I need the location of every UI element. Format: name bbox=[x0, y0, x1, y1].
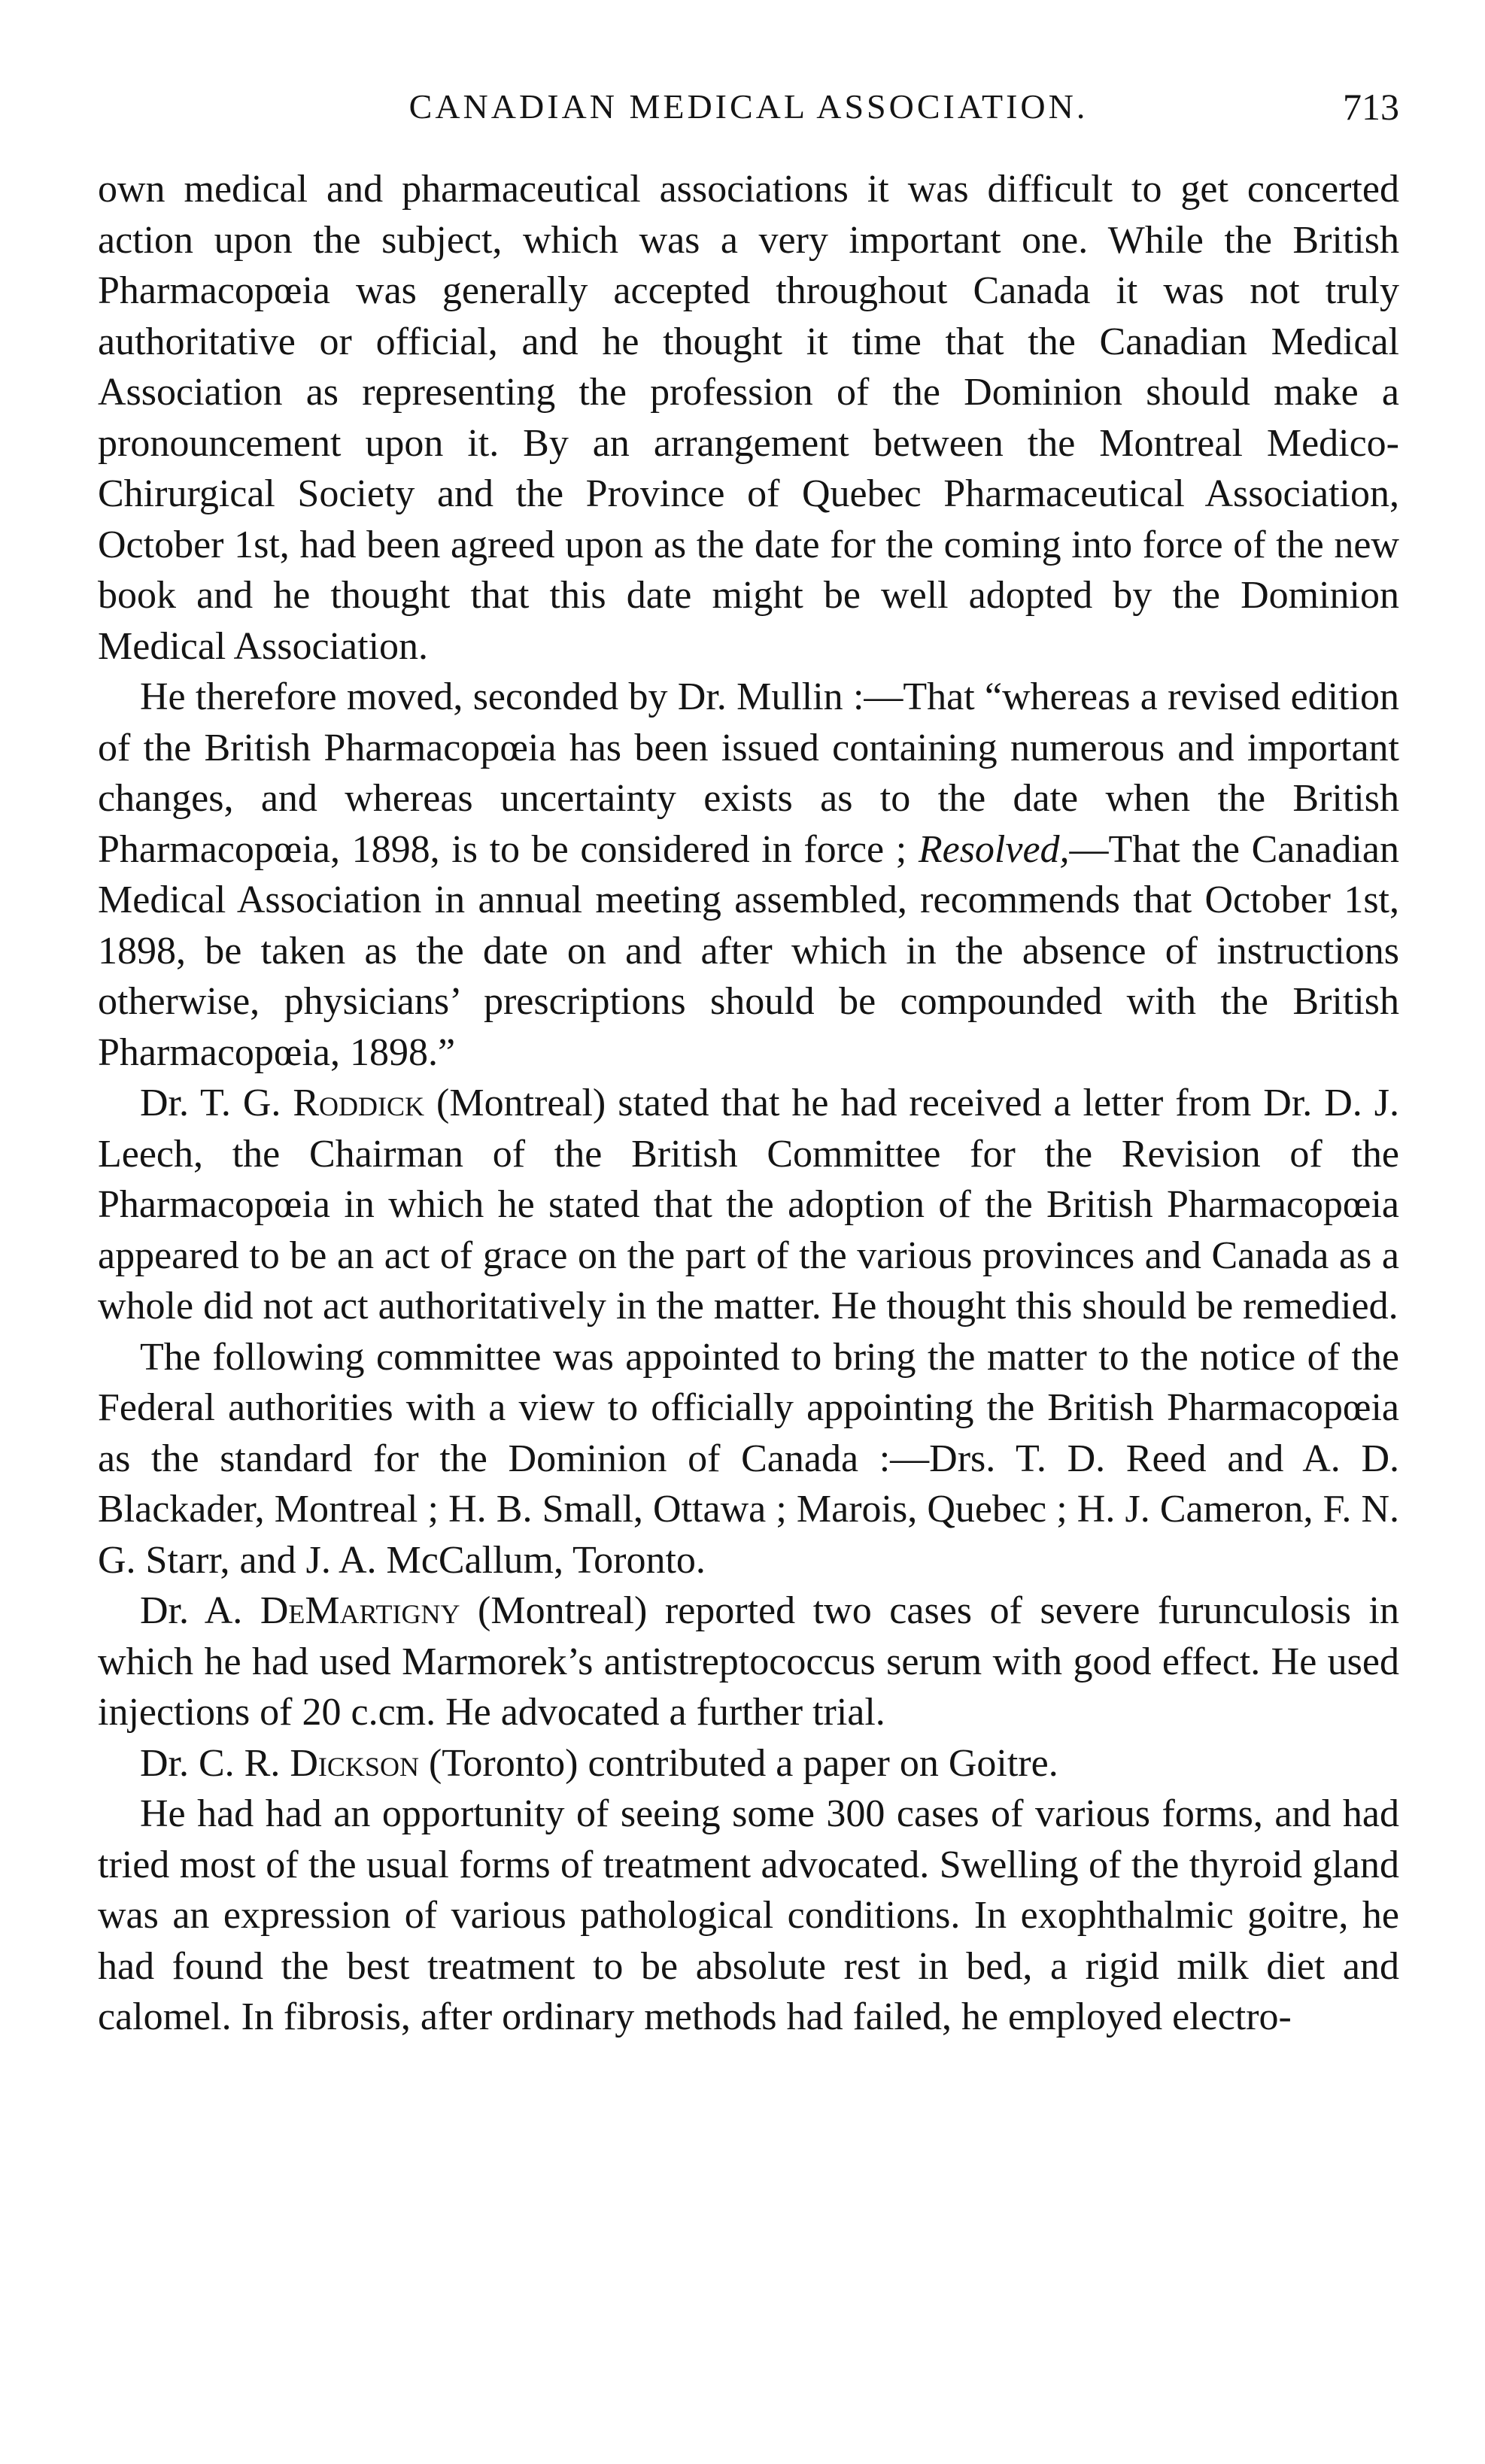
paragraph-text: (Toronto) contributed a paper on Goitre. bbox=[418, 1741, 1058, 1785]
paragraph: own medical and pharmaceutical associations it was difficult to get concerted action upon the subject, which was a very important one. While the British Pharmacopœia was generally accepted throughout Canada it was not truly authoritative or official, and he thought it time that the Canadian Medical Association as representing the profession of the Dominion should make a pronouncement upon it. By an arrangement between the Montreal Medico-Chirurgical Society and the Province of Quebec Pharmaceutical Association, October 1st, had been agreed upon as the date for the coming into force of the new book and he thought that this date might be well adopted by the Dominion Medical Association. bbox=[98, 168, 1399, 668]
paragraph-text: Dr. A. bbox=[140, 1589, 260, 1632]
speaker-name: Roddick bbox=[293, 1082, 425, 1124]
paragraph bbox=[98, 672, 1399, 1078]
paragraph-text: (Montreal) stated that he had received a letter from Dr. D. J. Leech, the Chairman of the British Committee for the Revision of the Pharmacopœia in which he stated that the adoption of the British Pharmacopœia appeared to be an act of grace on the part of the various provinces and Canada as a whole did not act authoritatively in the matter. He thought this should be remedied. bbox=[98, 1082, 1399, 1328]
paragraph-text: Dr. T. G. bbox=[140, 1082, 293, 1124]
speaker-name: Dickson bbox=[290, 1741, 419, 1785]
speaker-name: DeMartigny bbox=[260, 1589, 460, 1632]
paragraph-text: Dr. C. R. bbox=[140, 1741, 290, 1785]
paragraph: He had had an opportunity of seeing some 300 cases of various forms, and had tried most of the usual forms of treatment advocated. Swelling of the thyroid gland was an expression of various pathological conditions. In exophthalmic goitre, he had found the best treatment to be absolute rest in bed, a rigid milk diet and calomel. In fibrosis, after ordinary methods had failed, he employed electro- bbox=[98, 1792, 1399, 2038]
resolved-word: Resolved, bbox=[918, 827, 1070, 871]
paragraph: The following committee was appointed to bring the matter to the notice of the Federal authorities with a view to officially appointing the British Pharmacopœia as the standard for the Dominion of Canada :—Drs. T. D. Reed and A. D. Blackader, Montreal ; H. B. Small, Ottawa ; Marois, Quebec ; H. J. Cameron, F. N. G. Starr, and J. A. McCallum, Toronto. bbox=[98, 1335, 1399, 1582]
paragraph bbox=[98, 1078, 1399, 1332]
paragraph bbox=[98, 1586, 1399, 1738]
page-number: 713 bbox=[1343, 86, 1399, 128]
page-header bbox=[98, 84, 1399, 137]
paragraph bbox=[98, 1738, 1399, 1789]
body-text bbox=[98, 164, 1399, 2043]
paragraph-text: He therefore moved, seconded by Dr. Mullin :—That “whereas a revised edition of the British Pharmacopœia has been issued containing numerous and important changes, and whereas uncertainty exists as to the date when the British Pharmacopœia, 1898, is to be considered in force ; bbox=[98, 675, 1399, 871]
paragraph-text: (Montreal) reported two cases of severe furunculosis in which he had used Marmorek’s antistreptococcus serum with good effect. He used injections of 20 c.cm. He advocated a further trial. bbox=[98, 1589, 1399, 1734]
running-title: CANADIAN MEDICAL ASSOCIATION. bbox=[408, 87, 1089, 126]
paragraph-text: —That the Canadian Medical Association in annual meeting assembled, recommends that October 1st, 1898, be taken as the date on and after which in the absence of instructions otherwise, physicians’ prescriptions should be compounded with the British Pharmacopœia, 1898.” bbox=[98, 827, 1399, 1074]
